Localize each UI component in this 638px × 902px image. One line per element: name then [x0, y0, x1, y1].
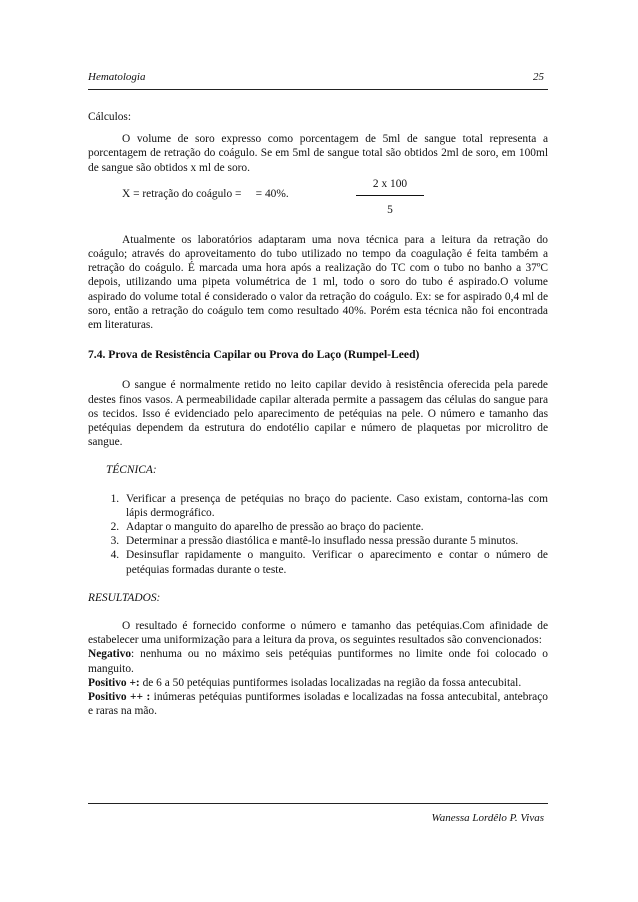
tecnica-heading: TÉCNICA: [106, 464, 157, 477]
tecnica-steps [88, 492, 548, 577]
section-heading: 7.4. Prova de Resistência Capilar ou Prova do Laço (Rumpel-Leed) [88, 348, 420, 362]
document-page [88, 0, 548, 902]
formula-numerator: 2 x 100 [372, 177, 408, 190]
header-rule [88, 89, 548, 90]
footer-rule [88, 803, 548, 804]
fraction-bar [356, 195, 424, 196]
tecnica-step: 4. Desinsuflar rapidamente o manguito. Verificar o aparecimento e contar o número de petéquias formadas durante o teste. [122, 548, 548, 576]
formula-lhs: X = retração do coágulo = = 40%. [122, 187, 289, 200]
calculos-paragraph-2: Atualmente os laboratórios adaptaram uma nova técnica para a leitura da retração do coágulo; através do aproveitamento do tubo utilizado no tempo da coagulação é feita também a retração do coágulo. É marcada uma hora após a realização do TC com o tubo no banho a 37ºC depois, utilizando uma pipeta volumétrica de 1 ml, todo o soro do tubo é aspirado.O volume aspirado do volume total é considerado o valor da retração do coágulo. Ex: se for aspirado 0,4 ml de soro, então a retração do coágulo tem como resultado 40%. Porém esta técnica não foi encontrada em literaturas. [88, 233, 548, 332]
calculos-paragraph: O volume de soro expresso como porcentagem de 5ml de sangue total representa a porcentagem de retração do coágulo. Se em 5ml de sangue total são obtidos 2ml de soro, em 100ml de sangue são obtidos x ml de soro. [88, 133, 548, 174]
result-negativo [88, 647, 548, 675]
negativo-text: : nenhuma ou no máximo seis petéquias puntiformes no limite onde foi colocado o manguito. [88, 648, 548, 675]
positivo2-label: Positivo ++ : [88, 691, 151, 704]
positivo1-label: Positivo +: [88, 676, 140, 689]
resultados-heading: RESULTADOS: [88, 591, 161, 604]
page-content [88, 110, 548, 719]
header-title: Hematologia [88, 71, 146, 83]
tecnica-step: 3. Determinar a pressão diastólica e mantê-lo insuflado nessa pressão durante 5 minutos. [122, 534, 548, 548]
tecnica-step: 1. Verificar a presença de petéquias no braço do paciente. Caso existam, contorna-las com lápis dermográfico. [122, 492, 548, 520]
page-number: 25 [533, 71, 544, 83]
positivo1-text: de 6 a 50 petéquias puntiformes isoladas localizadas na região da fossa antecubital. [139, 676, 522, 689]
tecnica-step: 2. Adaptar o manguito do aparelho de pressão ao braço do paciente. [122, 520, 548, 534]
formula [88, 177, 548, 221]
section-paragraph: O sangue é normalmente retido no leito capilar devido à resistência oferecida pela parede destes finos vasos. A permeabilidade capilar alterada permite a passagem das células do sangue para os tecidos. Isso é evidenciado pelo aparecimento de petéquias na pele. O número e tamanho das petéquias dependem da estrutura do endotélio capilar e número de plaquetas por microlitro de sangue. [88, 379, 548, 449]
footer-author: Wanessa Lordêlo P. Vivas [431, 812, 544, 824]
result-positivo-2 [88, 690, 548, 718]
negativo-label: Negativo [88, 648, 132, 661]
result-positivo-1 [88, 676, 548, 690]
formula-denominator: 5 [387, 203, 393, 216]
resultados-intro: O resultado é fornecido conforme o número e tamanho das petéquias.Com afinidade de estabelecer uma uniformização para a leitura da prova, os seguintes resultados são convencionados: [88, 620, 548, 647]
calculos-heading: Cálculos: [88, 111, 132, 123]
positivo2-text: inúmeras petéquias puntiformes isoladas e localizadas na fossa antecubital, antebraço e raras na mão. [88, 691, 548, 718]
